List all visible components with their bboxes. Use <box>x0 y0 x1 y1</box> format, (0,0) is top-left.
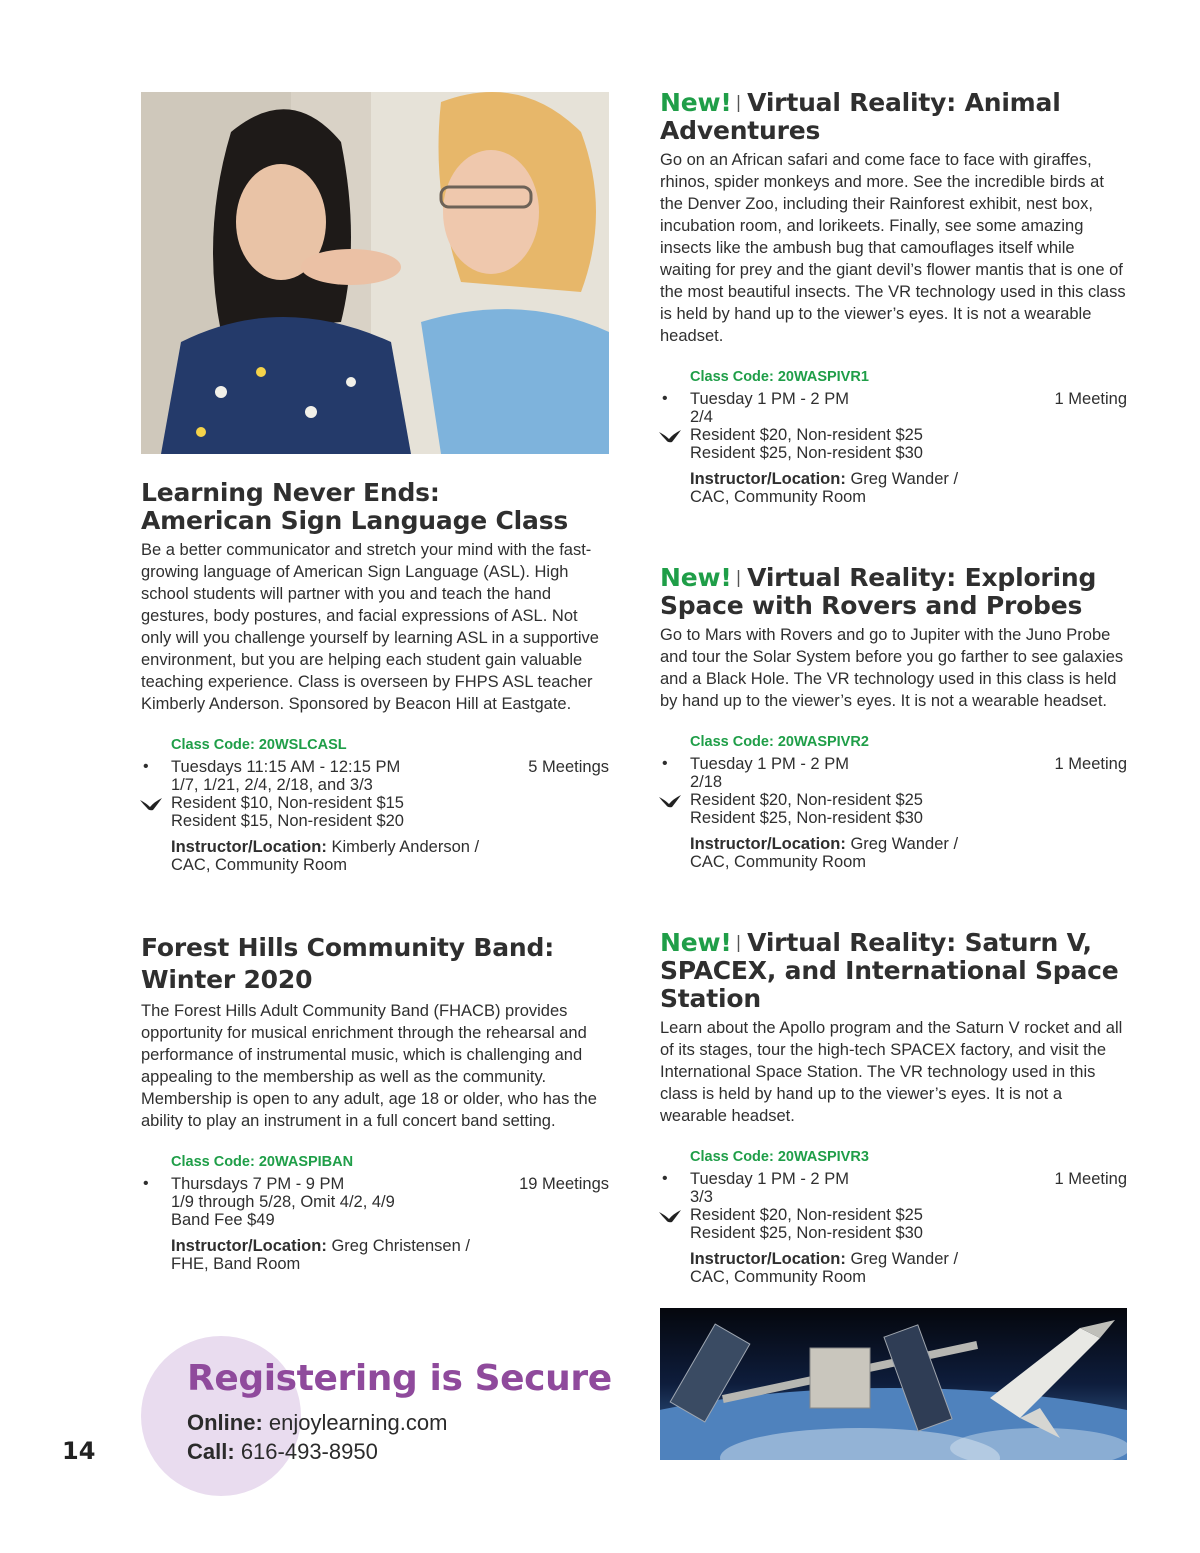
class-code: Class Code: 20WASPIVR1 <box>690 369 869 385</box>
location: CAC, Community Room <box>171 856 348 874</box>
course-band <box>141 932 609 1273</box>
register-section <box>187 1358 612 1399</box>
meetings: 5 Meetings <box>528 758 609 776</box>
dates: 1/7, 1/21, 2/4, 2/18, and 3/3 <box>171 776 373 794</box>
dates: 2/4 <box>690 408 713 426</box>
course-details <box>662 367 1127 506</box>
course-title: New! | Virtual Reality: Saturn V, SPACEX, and International Space Station <box>660 928 1119 1013</box>
fee: Resident $10, Non-resident $15 <box>171 794 404 812</box>
schedule: Tuesdays 11:15 AM - 12:15 PM <box>171 758 401 776</box>
course-description: Go to Mars with Rovers and go to Jupiter with the Juno Probe and tour the Solar System before you go farther to see galaxies and a Black Hole. The VR technology used in this class is held by hand up to the viewer’s eyes. It is not a wearable headset. <box>660 626 1124 710</box>
location: CAC, Community Room <box>690 1268 867 1286</box>
meetings: 1 Meeting <box>1054 755 1127 773</box>
schedule: Tuesday 1 PM - 2 PM <box>690 755 849 773</box>
course-title: New! | Virtual Reality: Animal Adventures <box>660 88 1061 145</box>
course-vr-saturn <box>660 929 1127 1286</box>
course-details <box>662 732 1127 871</box>
dates: 2/18 <box>690 773 723 791</box>
online-link[interactable]: enjoylearning.com <box>268 1410 448 1435</box>
bullet-icon: • <box>143 1175 149 1192</box>
instructor: Instructor/Location: Greg Wander / <box>690 835 959 853</box>
fee: Resident $25, Non-resident $30 <box>690 1224 923 1242</box>
fee: Resident $20, Non-resident $25 <box>690 1206 923 1224</box>
course-vr-space <box>660 564 1127 871</box>
fee: Resident $20, Non-resident $25 <box>690 426 923 444</box>
fee: Resident $20, Non-resident $25 <box>690 791 923 809</box>
course-description: The Forest Hills Adult Community Band (FHACB) provides opportunity for musical enrichment through the rehearsal and performance of instrumental music, which is challenging and appealing to the membership as well as the community. Membership is open to any adult, age 18 or older, who has the ability to play an instrument in a full concert band setting. <box>141 1002 597 1130</box>
location: CAC, Community Room <box>690 488 867 506</box>
phone-number[interactable]: 616-493-8950 <box>240 1439 378 1464</box>
course-details <box>143 1152 609 1273</box>
instructor: Instructor/Location: Kimberly Anderson / <box>171 838 480 856</box>
course-title: New! | Virtual Reality: Exploring Space with Rovers and Probes <box>660 563 1097 620</box>
course-details <box>143 735 609 874</box>
space-station-photo <box>660 1308 1127 1460</box>
bullet-icon: • <box>662 1170 668 1187</box>
course-title: Learning Never Ends: American Sign Language Class <box>141 478 569 535</box>
fee: Resident $25, Non-resident $30 <box>690 809 923 827</box>
meetings: 1 Meeting <box>1054 390 1127 408</box>
instructor: Instructor/Location: Greg Christensen / <box>171 1237 470 1255</box>
course-description: Be a better communicator and stretch your mind with the fast-growing language of American Sign Language (ASL). High school students will partner with you and teach the hand gestures, body postures, and facial expressions of ASL. Not only will you challenge yourself by learning ASL in a supportive environment, but you are helping each student gain valuable teaching experience. Class is overseen by FHPS ASL teacher Kimberly Anderson. Sponsored by Beacon Hill at Eastgate. <box>141 541 599 713</box>
course-vr-animal <box>660 89 1127 506</box>
location: CAC, Community Room <box>690 853 867 871</box>
instructor: Instructor/Location: Greg Wander / <box>690 470 959 488</box>
fee: Resident $25, Non-resident $30 <box>690 444 923 462</box>
class-code: Class Code: 20WASPIVR3 <box>690 1149 869 1165</box>
class-code: Class Code: 20WASPIBAN <box>171 1154 354 1170</box>
register-title: Registering is Secure <box>187 1358 612 1399</box>
register-call: Call: 616-493-8950 <box>187 1439 378 1464</box>
bullet-icon: • <box>662 755 668 772</box>
location: FHE, Band Room <box>171 1255 301 1273</box>
course-description: Learn about the Apollo program and the Saturn V rocket and all of its stages, tour the high-tech SPACEX factory, and visit the International Space Station. The VR technology used in this class is held by hand up to the viewer’s eyes. It is not a wearable headset. <box>660 1019 1123 1125</box>
meetings: 1 Meeting <box>1054 1170 1127 1188</box>
fee: Resident $15, Non-resident $20 <box>171 812 404 830</box>
bullet-icon: • <box>662 390 668 407</box>
course-asl <box>141 479 609 874</box>
bird-icon <box>139 796 163 812</box>
bird-icon <box>658 793 682 809</box>
asl-photo <box>141 92 609 454</box>
instructor: Instructor/Location: Greg Wander / <box>690 1250 959 1268</box>
schedule: Tuesday 1 PM - 2 PM <box>690 390 849 408</box>
schedule: Thursdays 7 PM - 9 PM <box>171 1175 345 1193</box>
register-online: Online: enjoylearning.com <box>187 1410 448 1435</box>
dates: 1/9 through 5/28, Omit 4/2, 4/9 <box>171 1193 395 1211</box>
course-description: Go on an African safari and come face to face with giraffes, rhinos, spider monkeys and more. See the incredible birds at the Denver Zoo, including their Rainforest exhibit, nest box, incubation room, and lorikeets. Finally, see some amazing insects like the ambush bug that camouflages itself while waiting for prey and the giant devil’s flower mantis that is one of the most beautiful insects. The VR technology used in this class is held by hand up to the viewer’s eyes. It is not a wearable headset. <box>660 151 1126 345</box>
course-title: Forest Hills Community Band: Winter 2020 <box>141 933 555 994</box>
meetings: 19 Meetings <box>519 1175 609 1193</box>
class-code: Class Code: 20WSLCASL <box>171 737 347 753</box>
class-code: Class Code: 20WASPIVR2 <box>690 734 869 750</box>
bullet-icon: • <box>143 758 149 775</box>
page-number: 14 <box>62 1437 96 1465</box>
fee: Band Fee $49 <box>171 1211 275 1229</box>
schedule: Tuesday 1 PM - 2 PM <box>690 1170 849 1188</box>
dates: 3/3 <box>690 1188 713 1206</box>
bird-icon <box>658 1208 682 1224</box>
bird-icon <box>658 428 682 444</box>
course-details <box>662 1147 1127 1286</box>
